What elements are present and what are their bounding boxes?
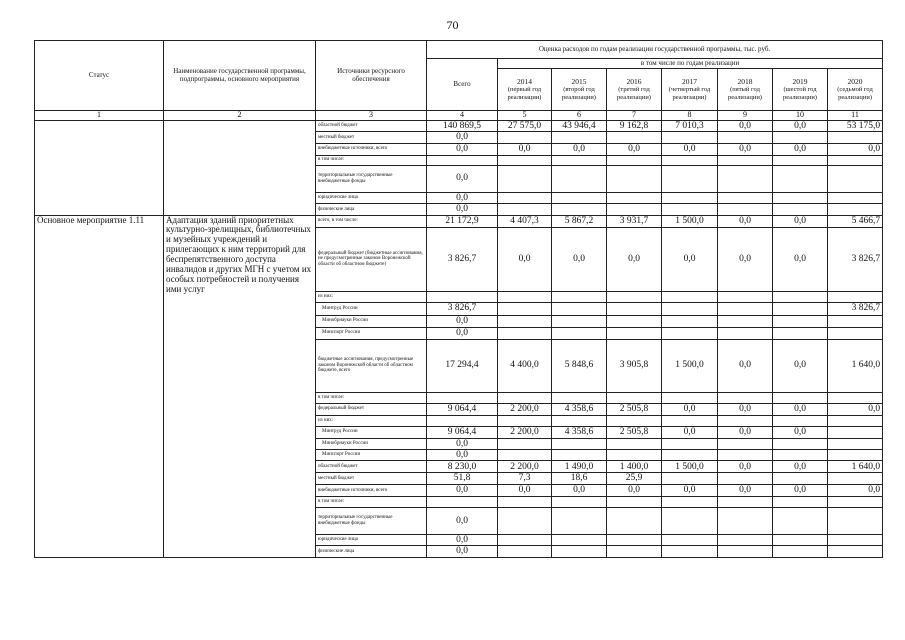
- column-index: 7: [607, 111, 662, 121]
- year-value-cell: 4 358,6: [552, 426, 607, 438]
- year-value-cell: 0,0: [498, 484, 552, 496]
- column-index: 8: [662, 111, 718, 121]
- total-cell: 3 826,7: [427, 302, 498, 315]
- header-sources: Источники ресурсного обеспечения: [316, 41, 427, 111]
- year-value-cell: [718, 496, 773, 507]
- year-value-cell: [607, 496, 662, 507]
- year-value-cell: 1 640,0: [828, 461, 883, 473]
- year-value-cell: [718, 546, 773, 557]
- header-year-label: (пятый год реализации): [728, 86, 762, 101]
- activity-status: Основное мероприятие 1.11: [35, 215, 164, 557]
- column-index: 2: [164, 111, 316, 121]
- source-cell: территориальные государственные внебюджетные фонды: [316, 165, 427, 192]
- year-value-cell: [552, 438, 607, 449]
- year-value-cell: 0,0: [498, 227, 552, 291]
- year-value-cell: [773, 327, 828, 339]
- year-value-cell: [718, 155, 773, 165]
- year-value-cell: [773, 302, 828, 315]
- year-value-cell: 0,0: [662, 227, 718, 291]
- year-value-cell: 5 867,2: [552, 215, 607, 227]
- year-value-cell: 3 826,7: [828, 302, 883, 315]
- year-value-cell: [552, 302, 607, 315]
- year-value-cell: [718, 534, 773, 545]
- year-value-cell: 4 358,6: [552, 403, 607, 415]
- column-index: 5: [498, 111, 552, 121]
- year-value-cell: [607, 392, 662, 403]
- year-value-cell: 0,0: [718, 403, 773, 415]
- year-value-cell: 0,0: [828, 403, 883, 415]
- total-cell: 0,0: [427, 438, 498, 449]
- year-value-cell: [498, 315, 552, 327]
- year-value-cell: [552, 415, 607, 426]
- year-value-cell: [828, 496, 883, 507]
- header-status: Статус: [35, 41, 164, 111]
- source-cell: территориальные государственные внебюджетные фонды: [316, 507, 427, 534]
- header-year-label: (седьмой год реализации): [837, 86, 873, 101]
- header-year-2020: [828, 69, 883, 111]
- year-value-cell: 18,6: [552, 473, 607, 484]
- year-value-cell: [498, 204, 552, 215]
- year-value-cell: 0,0: [773, 426, 828, 438]
- total-cell: 0,0: [427, 546, 498, 557]
- year-value-cell: [773, 449, 828, 460]
- year-value-cell: [498, 546, 552, 557]
- total-cell: [427, 392, 498, 403]
- year-value-cell: [662, 546, 718, 557]
- year-value-cell: [718, 204, 773, 215]
- header-estimate: Оценка расходов по годам реализации государственной программы, тыс. руб.: [427, 41, 883, 59]
- year-value-cell: [773, 132, 828, 143]
- source-cell: из них:: [316, 291, 427, 302]
- year-value-cell: [607, 192, 662, 203]
- year-value-cell: 0,0: [552, 484, 607, 496]
- column-index: 3: [316, 111, 427, 121]
- year-value-cell: 53 175,0: [828, 120, 883, 131]
- header-year-value: 2014: [517, 77, 532, 87]
- source-cell: местный бюджет: [316, 132, 427, 143]
- column-index: 11: [828, 111, 883, 121]
- header-name: Наименование государственной программы, подпрограммы, основного мероприятия: [164, 41, 316, 111]
- year-value-cell: [552, 507, 607, 534]
- header-year-value: 2019: [792, 77, 808, 87]
- year-value-cell: [498, 302, 552, 315]
- year-value-cell: [607, 204, 662, 215]
- total-cell: 9 064,4: [427, 426, 498, 438]
- year-value-cell: [718, 507, 773, 534]
- year-value-cell: [828, 507, 883, 534]
- source-cell: бюджетные ассигнования, предусмотренные законом Воронежской области об областном бюджете, всего: [316, 339, 427, 392]
- year-value-cell: [828, 426, 883, 438]
- header-year-label: (четвертый год реализации): [668, 86, 711, 101]
- year-value-cell: [498, 496, 552, 507]
- year-value-cell: 1 490,0: [552, 461, 607, 473]
- year-value-cell: [607, 415, 662, 426]
- year-value-cell: 1 500,0: [662, 339, 718, 392]
- year-value-cell: [828, 165, 883, 192]
- total-cell: 0,0: [427, 143, 498, 155]
- year-value-cell: [607, 315, 662, 327]
- header-year-value: 2016: [626, 77, 642, 87]
- year-value-cell: 0,0: [552, 227, 607, 291]
- year-value-cell: [498, 132, 552, 143]
- year-value-cell: [607, 438, 662, 449]
- year-value-cell: [773, 415, 828, 426]
- source-cell: областной бюджет: [316, 120, 427, 131]
- source-cell: Минтруд России: [316, 302, 427, 315]
- header-year-2017: [662, 69, 718, 111]
- year-value-cell: [662, 192, 718, 203]
- year-value-cell: [828, 415, 883, 426]
- year-value-cell: [607, 291, 662, 302]
- total-cell: 8 230,0: [427, 461, 498, 473]
- year-value-cell: 0,0: [607, 227, 662, 291]
- year-value-cell: [662, 496, 718, 507]
- total-cell: [427, 155, 498, 165]
- column-index: 9: [718, 111, 773, 121]
- year-value-cell: [498, 534, 552, 545]
- total-cell: 0,0: [427, 165, 498, 192]
- column-index: 1: [35, 111, 164, 121]
- year-value-cell: [552, 291, 607, 302]
- year-value-cell: [828, 546, 883, 557]
- header-year-label: (второй год реализации): [562, 86, 596, 101]
- year-value-cell: [718, 473, 773, 484]
- source-cell: федеральный бюджет (бюджетные ассигнования, не предусмотренные законом Воронежской области об областном бюджете): [316, 227, 427, 291]
- total-cell: 17 294,4: [427, 339, 498, 392]
- year-value-cell: 0,0: [773, 143, 828, 155]
- year-value-cell: 2 505,8: [607, 403, 662, 415]
- year-value-cell: [662, 449, 718, 460]
- year-value-cell: [718, 327, 773, 339]
- year-value-cell: [718, 438, 773, 449]
- total-cell: 3 826,7: [427, 227, 498, 291]
- year-value-cell: [498, 192, 552, 203]
- year-value-cell: [498, 415, 552, 426]
- year-value-cell: [662, 132, 718, 143]
- column-index: 4: [427, 111, 498, 121]
- year-value-cell: [773, 507, 828, 534]
- year-value-cell: 2 200,0: [498, 426, 552, 438]
- total-cell: [427, 291, 498, 302]
- year-value-cell: [498, 165, 552, 192]
- year-value-cell: 0,0: [607, 484, 662, 496]
- year-value-cell: 0,0: [718, 215, 773, 227]
- year-value-cell: [552, 132, 607, 143]
- year-value-cell: [662, 155, 718, 165]
- year-value-cell: 0,0: [773, 339, 828, 392]
- year-value-cell: [718, 449, 773, 460]
- year-value-cell: [552, 496, 607, 507]
- year-value-cell: 9 162,8: [607, 120, 662, 131]
- year-value-cell: 3 826,7: [828, 227, 883, 291]
- year-value-cell: 0,0: [662, 484, 718, 496]
- year-value-cell: [773, 155, 828, 165]
- year-value-cell: [552, 155, 607, 165]
- year-value-cell: [552, 165, 607, 192]
- total-cell: 0,0: [427, 192, 498, 203]
- total-cell: [427, 496, 498, 507]
- year-value-cell: [607, 507, 662, 534]
- year-value-cell: 7 010,3: [662, 120, 718, 131]
- year-value-cell: [662, 415, 718, 426]
- year-value-cell: 1 400,0: [607, 461, 662, 473]
- year-value-cell: [498, 327, 552, 339]
- year-value-cell: [828, 327, 883, 339]
- source-cell: Минобрнауки России: [316, 315, 427, 327]
- year-value-cell: 2 505,8: [607, 426, 662, 438]
- year-value-cell: [718, 302, 773, 315]
- total-cell: 0,0: [427, 507, 498, 534]
- total-cell: 0,0: [427, 327, 498, 339]
- year-value-cell: 0,0: [718, 461, 773, 473]
- year-value-cell: [828, 132, 883, 143]
- total-cell: 140 869,5: [427, 120, 498, 131]
- year-value-cell: 27 575,0: [498, 120, 552, 131]
- source-cell: всего, в том числе:: [316, 215, 427, 227]
- source-cell: в том числе:: [316, 392, 427, 403]
- year-value-cell: [607, 132, 662, 143]
- total-cell: 0,0: [427, 534, 498, 545]
- source-cell: Минтруд России: [316, 426, 427, 438]
- year-value-cell: [828, 449, 883, 460]
- source-cell: Минспорт России: [316, 449, 427, 460]
- header-year-value: 2018: [737, 77, 753, 87]
- year-value-cell: 4 407,3: [498, 215, 552, 227]
- year-value-cell: [828, 204, 883, 215]
- year-value-cell: [552, 192, 607, 203]
- year-value-cell: [662, 165, 718, 192]
- total-cell: 21 172,9: [427, 215, 498, 227]
- year-value-cell: 0,0: [607, 143, 662, 155]
- year-value-cell: 0,0: [773, 484, 828, 496]
- year-value-cell: [607, 546, 662, 557]
- year-value-cell: [662, 315, 718, 327]
- year-value-cell: 5 848,6: [552, 339, 607, 392]
- year-value-cell: [828, 392, 883, 403]
- year-value-cell: 0,0: [552, 143, 607, 155]
- year-value-cell: [662, 438, 718, 449]
- source-cell: юридические лица: [316, 192, 427, 203]
- year-value-cell: 2 200,0: [498, 403, 552, 415]
- year-value-cell: [498, 392, 552, 403]
- total-cell: [427, 415, 498, 426]
- source-cell: в том числе:: [316, 155, 427, 165]
- year-value-cell: [662, 392, 718, 403]
- source-cell: федеральный бюджет: [316, 403, 427, 415]
- total-cell: 0,0: [427, 132, 498, 143]
- year-value-cell: [773, 473, 828, 484]
- header-year-label: (первый год реализации): [507, 86, 542, 101]
- year-value-cell: 0,0: [773, 215, 828, 227]
- year-value-cell: [607, 449, 662, 460]
- year-value-cell: [662, 302, 718, 315]
- year-value-cell: 0,0: [718, 426, 773, 438]
- year-value-cell: 2 200,0: [498, 461, 552, 473]
- year-value-cell: [498, 449, 552, 460]
- source-cell: из них:: [316, 415, 427, 426]
- table-row: [35, 120, 883, 131]
- column-index: 10: [773, 111, 828, 121]
- name-cell-empty: [164, 120, 316, 215]
- year-value-cell: [662, 473, 718, 484]
- source-cell: физические лица: [316, 546, 427, 557]
- year-value-cell: 0,0: [662, 403, 718, 415]
- year-value-cell: [773, 496, 828, 507]
- year-value-cell: [828, 291, 883, 302]
- year-value-cell: [498, 438, 552, 449]
- year-value-cell: [773, 192, 828, 203]
- year-value-cell: [552, 546, 607, 557]
- year-value-cell: 0,0: [718, 339, 773, 392]
- header-year-value: 2015: [571, 77, 587, 87]
- header-year-2019: [773, 69, 828, 111]
- year-value-cell: [828, 192, 883, 203]
- year-value-cell: [662, 534, 718, 545]
- year-value-cell: [828, 438, 883, 449]
- year-value-cell: 0,0: [773, 403, 828, 415]
- year-value-cell: [552, 204, 607, 215]
- year-value-cell: 0,0: [718, 227, 773, 291]
- header-year-value: 2020: [847, 77, 863, 87]
- source-cell: внебюджетные источники, всего: [316, 143, 427, 155]
- year-value-cell: [607, 534, 662, 545]
- year-value-cell: 0,0: [662, 143, 718, 155]
- year-value-cell: [828, 534, 883, 545]
- source-cell: местный бюджет: [316, 473, 427, 484]
- year-value-cell: [773, 438, 828, 449]
- source-cell: физические лица: [316, 204, 427, 215]
- year-value-cell: 25,9: [607, 473, 662, 484]
- year-value-cell: [718, 291, 773, 302]
- year-value-cell: [828, 473, 883, 484]
- year-value-cell: [552, 315, 607, 327]
- header-year-2015: [552, 69, 607, 111]
- year-value-cell: [773, 534, 828, 545]
- year-value-cell: 1 500,0: [662, 461, 718, 473]
- header-year-2014: [498, 69, 552, 111]
- header-year-label: (шестой год реализации): [783, 86, 817, 101]
- year-value-cell: [773, 546, 828, 557]
- status-cell-empty: [35, 120, 164, 215]
- year-value-cell: [498, 291, 552, 302]
- year-value-cell: 43 946,4: [552, 120, 607, 131]
- year-value-cell: [552, 534, 607, 545]
- year-value-cell: [718, 132, 773, 143]
- year-value-cell: [773, 291, 828, 302]
- budget-table: [34, 40, 883, 558]
- source-cell: внебюджетные источники, всего: [316, 484, 427, 496]
- year-value-cell: [552, 327, 607, 339]
- year-value-cell: 0,0: [718, 120, 773, 131]
- year-value-cell: 0,0: [662, 426, 718, 438]
- header-year-2016: [607, 69, 662, 111]
- year-value-cell: [773, 165, 828, 192]
- year-value-cell: 1 640,0: [828, 339, 883, 392]
- year-value-cell: 0,0: [498, 143, 552, 155]
- year-value-cell: [718, 415, 773, 426]
- year-value-cell: 0,0: [718, 484, 773, 496]
- year-value-cell: [498, 155, 552, 165]
- total-cell: 0,0: [427, 484, 498, 496]
- year-value-cell: 5 466,7: [828, 215, 883, 227]
- year-value-cell: 0,0: [773, 227, 828, 291]
- total-cell: 0,0: [427, 449, 498, 460]
- year-value-cell: [718, 392, 773, 403]
- year-value-cell: [607, 165, 662, 192]
- total-cell: 51,8: [427, 473, 498, 484]
- header-by-years: в том числе по годам реализации: [498, 59, 883, 69]
- source-cell: юридические лица: [316, 534, 427, 545]
- year-value-cell: 0,0: [828, 143, 883, 155]
- year-value-cell: [552, 449, 607, 460]
- year-value-cell: 1 500,0: [662, 215, 718, 227]
- year-value-cell: 7,3: [498, 473, 552, 484]
- year-value-cell: [662, 204, 718, 215]
- header-year-2018: [718, 69, 773, 111]
- source-cell: Минобрнауки России: [316, 438, 427, 449]
- year-value-cell: 0,0: [773, 120, 828, 131]
- year-value-cell: [828, 315, 883, 327]
- source-cell: Минспорт России: [316, 327, 427, 339]
- activity-name: Адаптация зданий приоритетных культурно-зрелищных, библиотечных и музейных учреждений и прилегающих к ним территорий для беспрепятственного доступа инвалидов и других МГН с учетом их особых потребностей и получения ими услуг: [164, 215, 316, 557]
- page-number: 70: [446, 18, 459, 32]
- year-value-cell: [718, 165, 773, 192]
- total-cell: 0,0: [427, 204, 498, 215]
- year-value-cell: [662, 327, 718, 339]
- header-year-value: 2017: [682, 77, 697, 87]
- year-value-cell: [607, 155, 662, 165]
- column-index: 6: [552, 111, 607, 121]
- year-value-cell: [773, 204, 828, 215]
- year-value-cell: 4 400,0: [498, 339, 552, 392]
- year-value-cell: 3 905,8: [607, 339, 662, 392]
- header-total: Всего: [427, 59, 498, 111]
- source-cell: областной бюджет: [316, 461, 427, 473]
- year-value-cell: 0,0: [773, 461, 828, 473]
- year-value-cell: 0,0: [828, 484, 883, 496]
- year-value-cell: [773, 315, 828, 327]
- year-value-cell: [773, 392, 828, 403]
- header-year-label: (третий год реализации): [617, 86, 651, 101]
- year-value-cell: [828, 155, 883, 165]
- year-value-cell: 0,0: [718, 143, 773, 155]
- year-value-cell: [662, 507, 718, 534]
- total-cell: 9 064,4: [427, 403, 498, 415]
- year-value-cell: [552, 392, 607, 403]
- source-cell: в том числе:: [316, 496, 427, 507]
- total-cell: 0,0: [427, 315, 498, 327]
- table-row: [35, 215, 883, 227]
- year-value-cell: [607, 302, 662, 315]
- year-value-cell: [718, 315, 773, 327]
- year-value-cell: 3 931,7: [607, 215, 662, 227]
- year-value-cell: [607, 327, 662, 339]
- year-value-cell: [718, 192, 773, 203]
- year-value-cell: [498, 507, 552, 534]
- year-value-cell: [662, 291, 718, 302]
